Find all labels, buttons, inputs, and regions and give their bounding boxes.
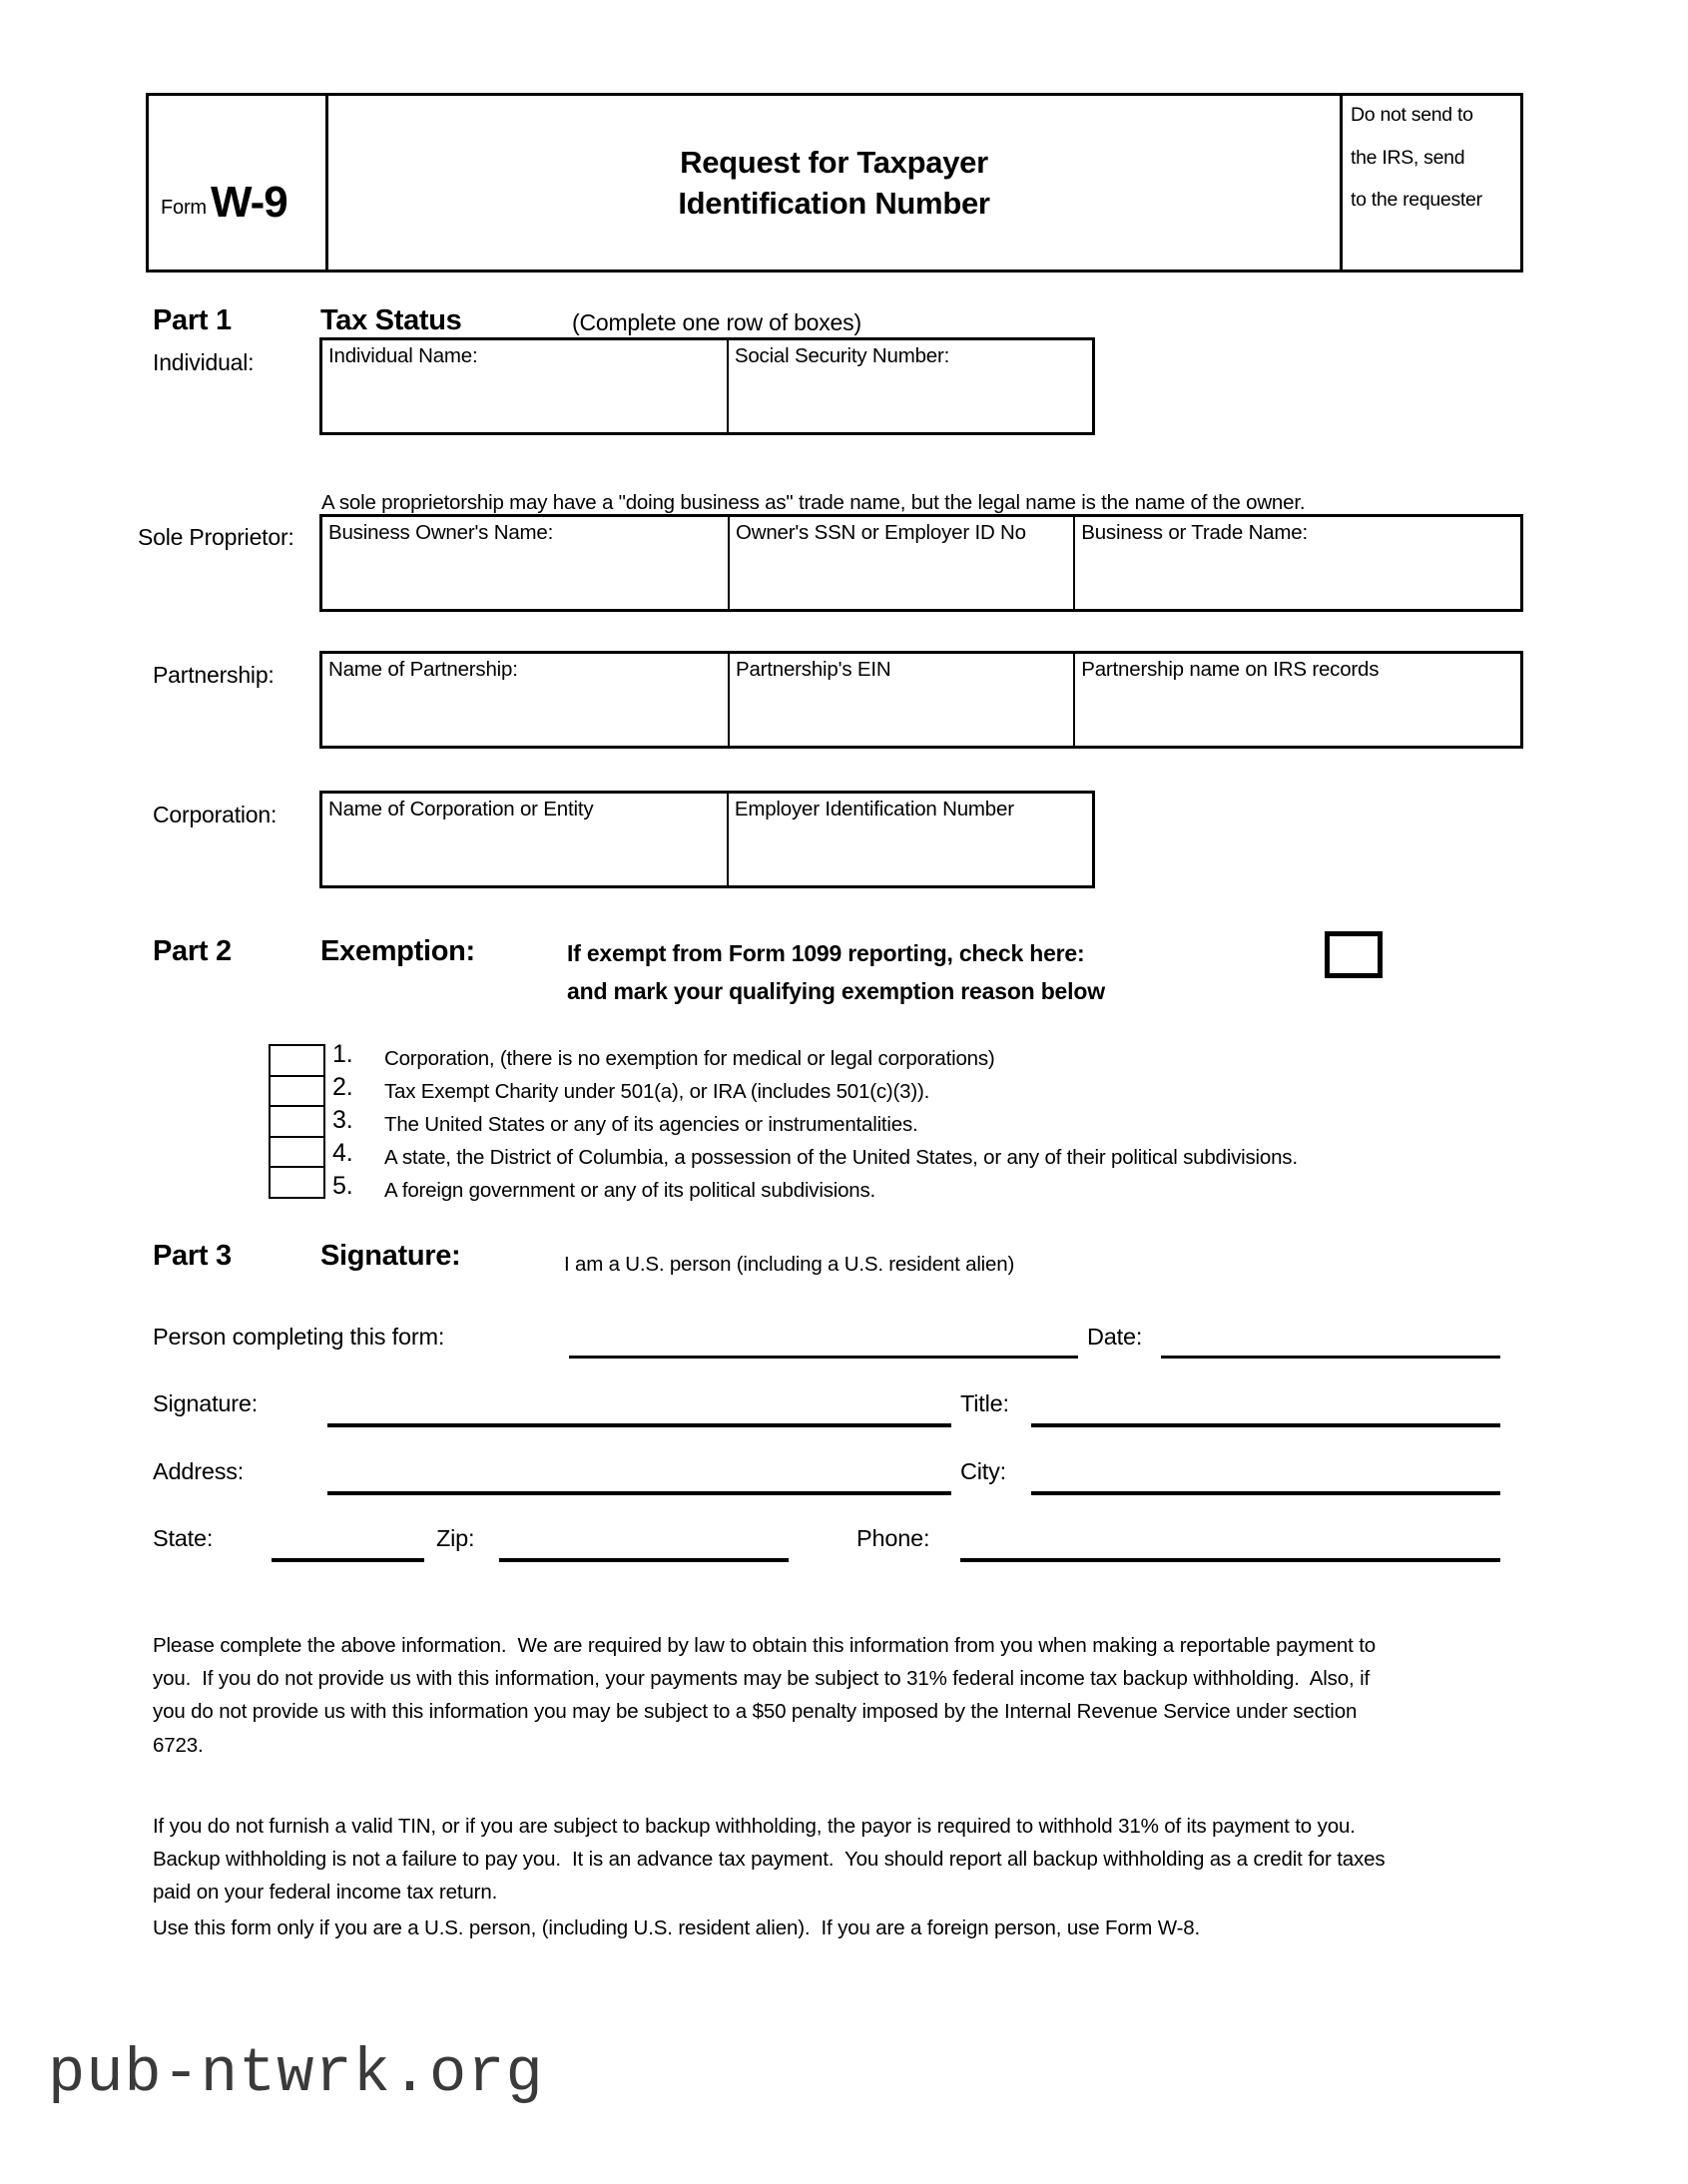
exemption-number-1: 1. [332,1040,353,1068]
field-row-sole-proprietor [319,514,1523,612]
part1-heading: Tax Status [320,304,462,336]
form-identifier-cell [149,96,328,270]
exemption-number-4: 4. [332,1139,353,1167]
field-corporation-ein[interactable] [729,794,1092,885]
part3-heading: Signature: [320,1240,461,1272]
field-partnership-name[interactable] [322,654,730,746]
label-person-completing: Person completing this form: [153,1324,445,1350]
input-zip[interactable] [499,1558,789,1562]
exemption-checkbox-column [269,1044,325,1199]
label-date: Date: [1087,1324,1143,1350]
part2-statement-line-1: If exempt from Form 1099 reporting, check here: [567,940,1085,966]
part2-statement-line-2: and mark your qualifying exemption reason below [567,978,1105,1004]
row-label-corporation: Corporation: [153,802,278,827]
exemption-text-5: A foreign government or any of its political subdivisions. [384,1179,876,1202]
input-phone[interactable] [960,1558,1500,1562]
input-title[interactable] [1031,1423,1500,1427]
form-header [146,93,1523,273]
label-signature: Signature: [153,1390,259,1416]
field-individual-name-label: Individual Name: [328,344,478,367]
label-city: City: [960,1458,1007,1484]
notice-line-3: to the requester [1351,189,1482,211]
field-corporation-name-label: Name of Corporation or Entity [328,798,594,820]
field-business-trade-name[interactable] [1075,517,1520,609]
part1-label: Part 1 [153,304,232,336]
notice-line-1: Do not send to [1351,104,1473,126]
label-state: State: [153,1525,214,1551]
field-partnership-ein-label: Partnership's EIN [735,658,891,681]
site-watermark: pub-ntwrk.org [48,2038,544,2109]
form-number: W-9 [211,178,287,227]
field-individual-name[interactable] [322,340,729,432]
input-state[interactable] [272,1558,424,1562]
field-business-owner-name-label: Business Owner's Name: [328,521,554,544]
footer-paragraph-2: If you do not furnish a valid TIN, or if you are subject to backup withholding, the payor is required to withhold 31% of its payment to you. Backup withholding is not a failure to pay you. It is an advance tax payment. You should report all backup withholding as a credit for taxes paid on your federal income tax return. [153,1815,1392,1905]
exemption-number-5: 5. [332,1172,353,1200]
exempt-checkbox[interactable] [1325,931,1383,978]
field-row-partnership [319,651,1523,749]
field-individual-ssn-label: Social Security Number: [734,344,950,367]
exemption-checkbox-2[interactable] [269,1075,325,1108]
input-address[interactable] [327,1491,951,1495]
input-signature[interactable] [327,1423,951,1427]
notice-line-2: the IRS, send [1351,146,1465,169]
field-partnership-irs-name-label: Partnership name on IRS records [1081,658,1380,681]
field-row-individual [319,337,1095,435]
exemption-number-2: 2. [332,1073,353,1101]
field-business-trade-name-label: Business or Trade Name: [1081,521,1308,544]
form-title-cell [328,96,1343,270]
form-notice-cell [1343,96,1520,270]
field-owner-ssn-ein[interactable] [730,517,1075,609]
field-individual-ssn[interactable] [729,340,1092,432]
part3-note: I am a U.S. person (including a U.S. resident alien) [564,1253,1015,1276]
field-corporation-ein-label: Employer Identification Number [734,798,1014,820]
footer-paragraph-1: Please complete the above information. We are required by law to obtain this information from you when making a reportable payment to you. If you do not provide us with this information, your payments may be subject to 31% federal income tax backup withholding. Also, if you do not provide us with this information you may be subject to a $50 penalty imposed by the Internal Revenue Service under section 6723. [153,1634,1382,1757]
row-label-sole-proprietor: Sole Proprietor: [138,524,294,550]
part3-label: Part 3 [153,1240,232,1272]
form-word-label: Form [161,197,207,219]
part2-heading: Exemption: [320,935,475,967]
input-date[interactable] [1161,1356,1500,1359]
label-title: Title: [960,1390,1009,1416]
form-title-line-2: Identification Number [678,186,990,221]
field-owner-ssn-ein-label: Owner's SSN or Employer ID No [735,521,1026,544]
field-business-owner-name[interactable] [322,517,730,609]
input-city[interactable] [1031,1491,1500,1495]
row-label-partnership: Partnership: [153,662,275,688]
field-corporation-name[interactable] [322,794,729,885]
label-phone: Phone: [856,1525,930,1551]
footer-paragraph-3: Use this form only if you are a U.S. person, (including U.S. resident alien). If you are a foreign person, use Form W-8. [153,1916,1201,1939]
input-person-completing[interactable] [569,1356,1078,1359]
label-zip: Zip: [436,1525,475,1551]
exemption-text-2: Tax Exempt Charity under 501(a), or IRA (includes 501(c)(3)). [384,1080,930,1103]
form-title-line-1: Request for Taxpayer [680,144,988,180]
exemption-checkbox-4[interactable] [269,1136,325,1169]
exemption-checkbox-3[interactable] [269,1105,325,1138]
exemption-checkbox-5[interactable] [269,1166,325,1199]
exemption-text-4: A state, the District of Columbia, a possession of the United States, or any of their political subdivisions. [384,1146,1298,1169]
part1-note: (Complete one row of boxes) [572,309,861,335]
field-partnership-name-label: Name of Partnership: [328,658,518,681]
exemption-checkbox-1[interactable] [269,1044,325,1077]
part2-label: Part 2 [153,935,232,967]
exemption-number-3: 3. [332,1106,353,1134]
label-address: Address: [153,1458,245,1484]
field-row-corporation [319,791,1095,888]
field-partnership-ein[interactable] [730,654,1075,746]
exemption-text-3: The United States or any of its agencies or instrumentalities. [384,1113,918,1136]
sole-proprietor-note: A sole proprietorship may have a "doing business as" trade name, but the legal name is the name of the owner. [321,491,1306,514]
field-partnership-irs-name[interactable] [1075,654,1520,746]
row-label-individual: Individual: [153,349,255,375]
exemption-text-1: Corporation, (there is no exemption for medical or legal corporations) [384,1047,995,1070]
